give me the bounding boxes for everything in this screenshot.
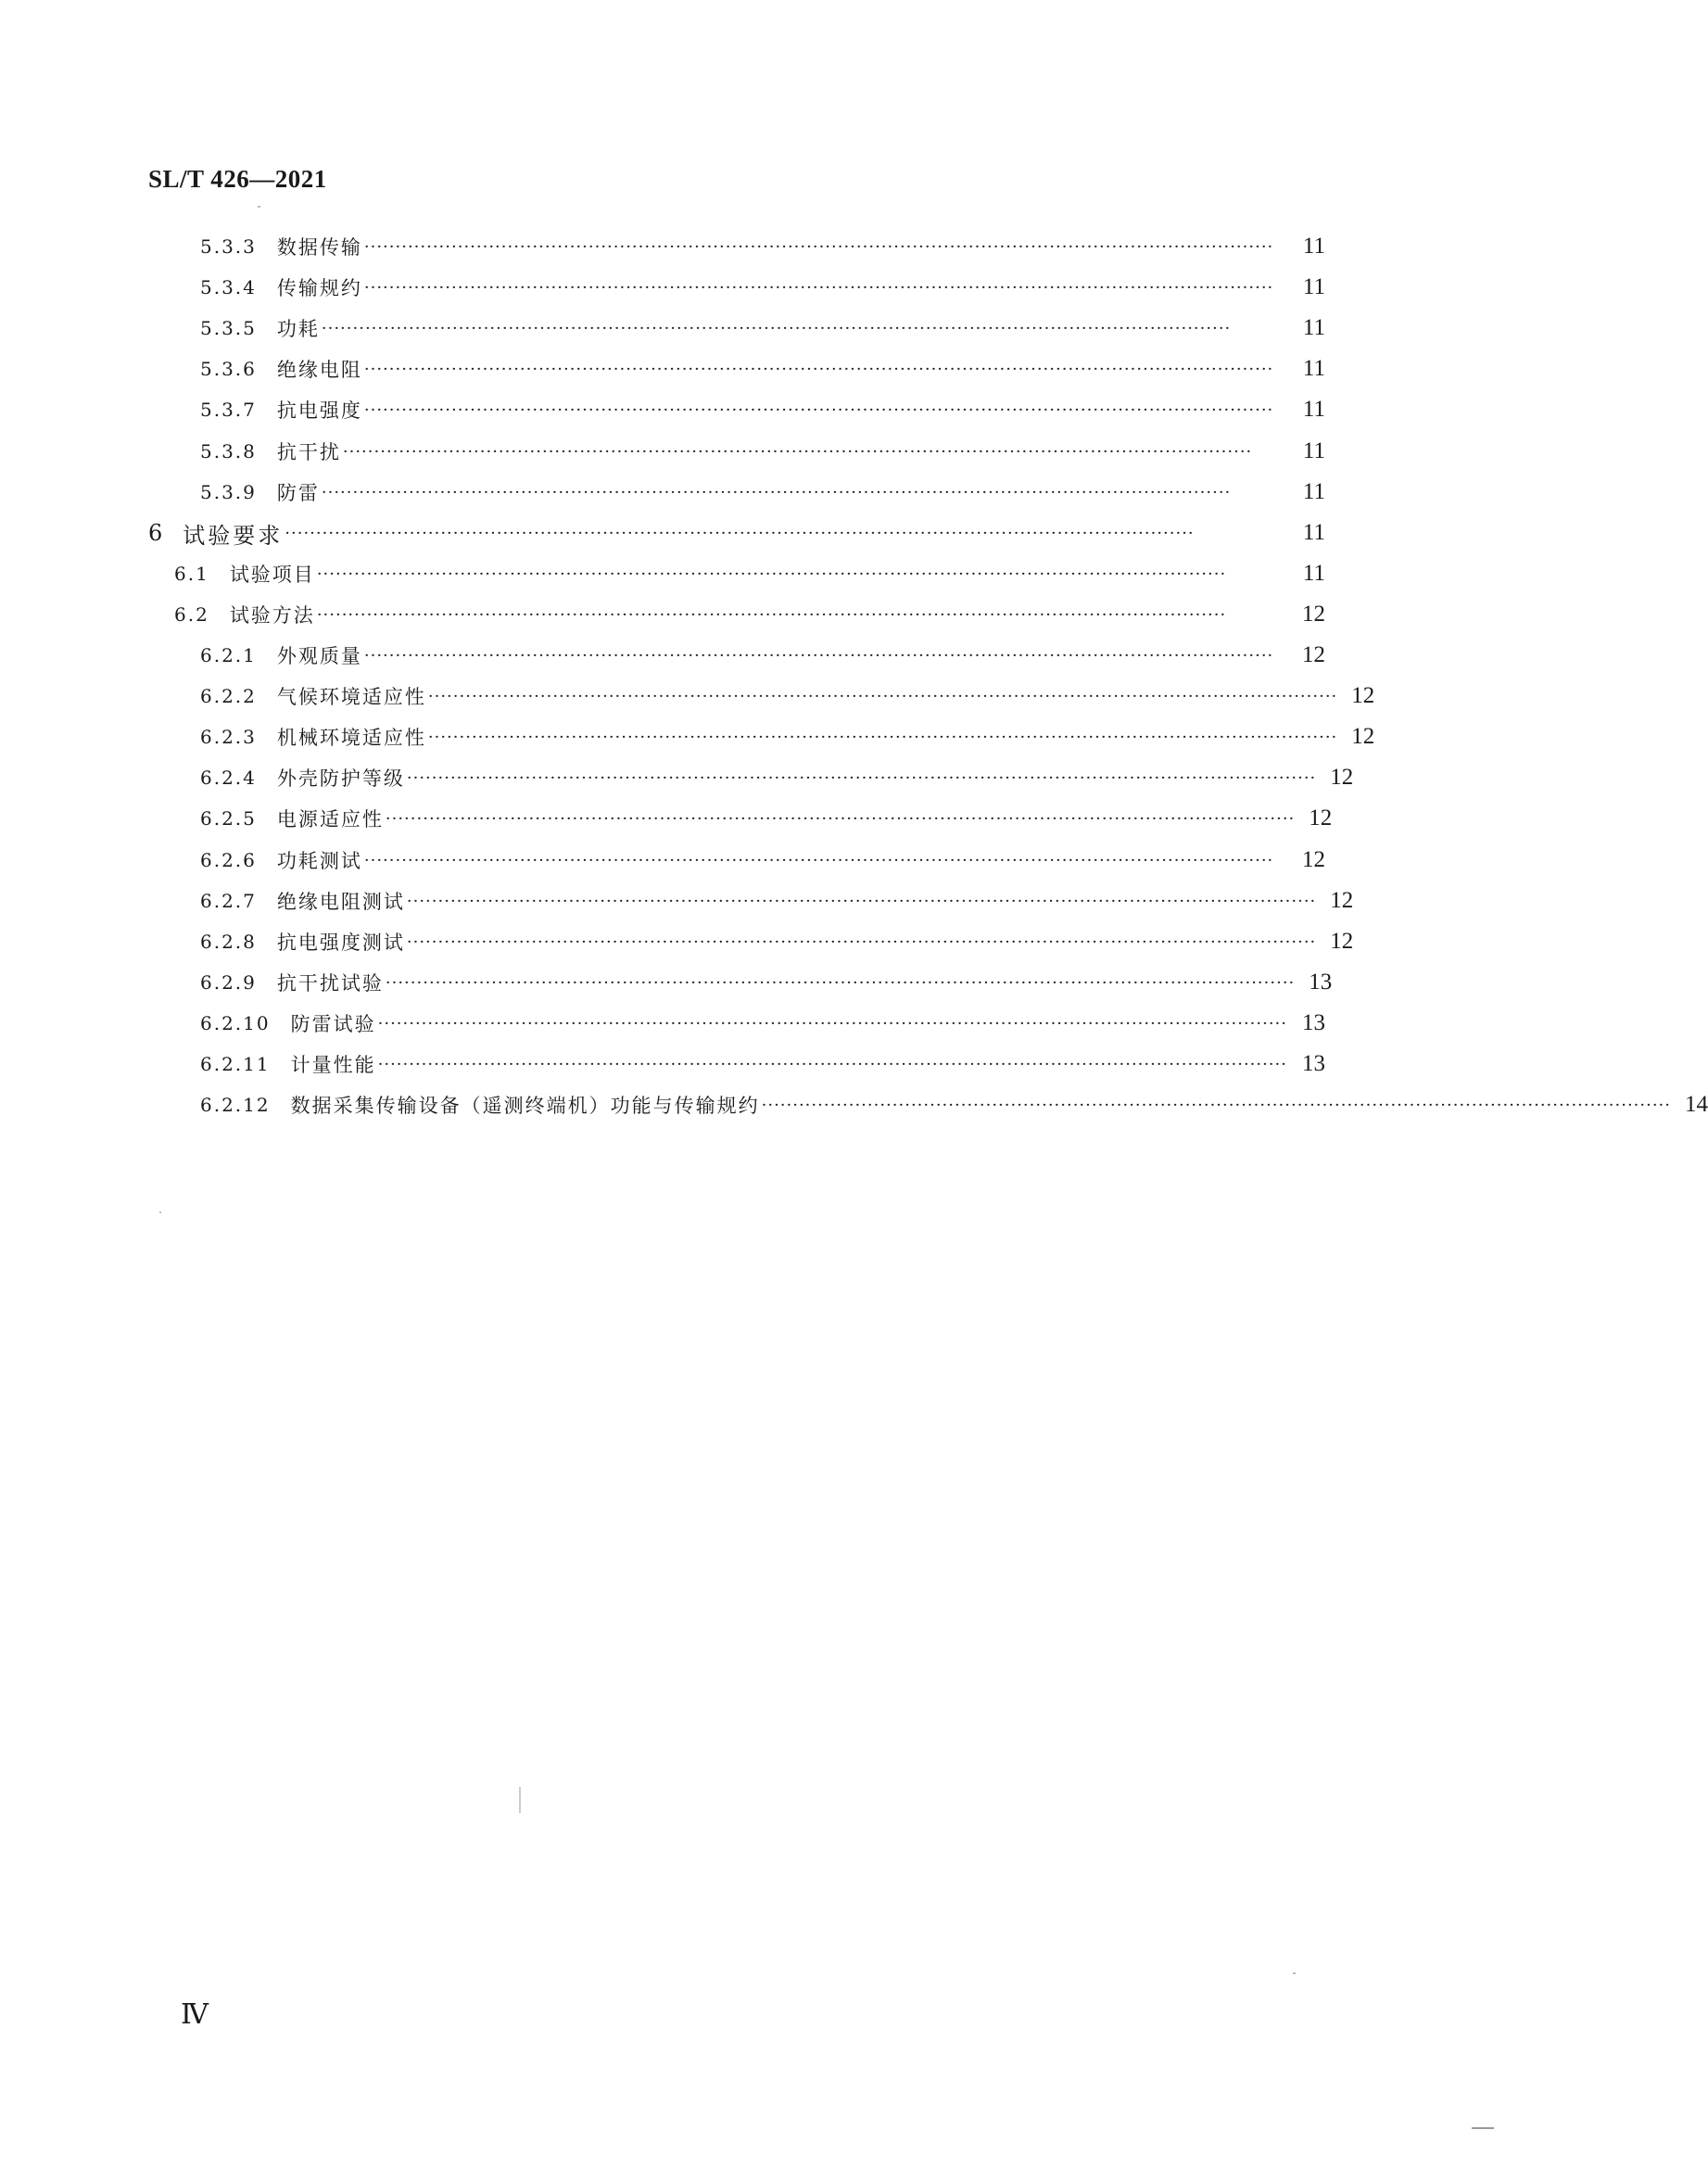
toc-dot-leader: ·················································································································································· [427,727,1338,747]
toc-entry-number: 5.3.4 [200,276,257,298]
toc-entry-title: 试验要求 [183,522,284,549]
toc-entry-number: 6.1 [174,563,209,585]
toc-entry-page: 12 [1351,724,1375,749]
toc-entry-title: 抗干扰试验 [276,972,384,995]
document-code-header: SL/T 426—2021 [148,165,327,193]
toc-entry-number: 5.3.3 [200,235,257,258]
toc-entry-title: 机械环境适应性 [276,727,426,749]
toc-entry-page: 11 [1302,356,1325,381]
toc-dot-leader: ·················································································································································· [316,564,1227,584]
scan-speck [159,1211,161,1213]
toc-entry [200,800,1333,837]
toc-dot-leader: ·················································································································································· [363,236,1274,257]
toc-entry-title: 绝缘电阻 [276,359,362,381]
toc-entry-page: 12 [1330,765,1354,790]
toc-entry-title: 试验项目 [229,564,315,586]
toc-entry-title: 数据采集传输设备（遥测终端机）功能与传输规约 [290,1095,760,1117]
toc-entry-page: 14 [1685,1092,1708,1117]
toc-entry-page: 11 [1302,438,1325,463]
toc-entry-page: 11 [1302,520,1325,545]
toc-entry-number: 5.3.8 [200,440,257,463]
toc-entry-title: 功耗 [276,318,320,340]
toc-entry-title: 抗电强度 [276,399,362,422]
toc-entry-number: 5.3.5 [200,317,257,339]
toc-entry [174,596,1325,633]
toc-entry [148,514,1325,552]
toc-entry [200,433,1325,470]
toc-entry-number: 6.2.10 [200,1012,271,1034]
toc-entry-number: 5.3.9 [200,481,257,503]
toc-entry [200,923,1354,960]
toc-entry-page: 12 [1309,805,1333,830]
toc-entry-title: 绝缘电阻测试 [276,891,405,913]
toc-entry-number: 6.2 [174,603,209,626]
toc-entry-page: 11 [1302,315,1325,340]
toc-entry-page: 11 [1302,561,1325,586]
toc-entry [200,1046,1325,1083]
toc-entry-number: 6.2.7 [200,890,257,912]
toc-entry [200,310,1325,347]
toc-dot-leader: ·················································································································································· [385,972,1296,993]
toc-dot-leader: ·················································································································································· [321,482,1232,502]
scan-speck [1293,1972,1296,1974]
toc-entry-number: 6.2.11 [200,1053,271,1075]
toc-entry-title: 抗干扰 [276,441,341,463]
toc-entry-number: 6.2.1 [200,644,257,666]
toc-entry [200,228,1325,265]
toc-entry [200,474,1325,511]
toc-entry-page: 12 [1302,847,1325,872]
toc-entry-title: 抗电强度测试 [276,932,405,954]
toc-entry-number: 6 [148,520,163,546]
toc-entry-title: 电源适应性 [276,808,384,830]
toc-entry-title: 外观质量 [276,645,362,667]
toc-dot-leader: ·················································································································································· [761,1095,1671,1115]
toc-dot-leader: ·················································································································································· [406,891,1317,911]
toc-entry-number: 6.2.2 [200,685,257,707]
toc-dot-leader: ·················································································································································· [321,318,1232,338]
scan-speck [1472,2127,1494,2129]
toc-entry-page: 13 [1302,1010,1325,1035]
toc-entry-title: 数据传输 [276,236,362,259]
toc-entry-number: 6.2.3 [200,726,257,748]
toc-dot-leader: ·················································································································································· [406,932,1317,952]
toc-entry-title: 传输规约 [276,277,362,299]
toc-dot-leader: ·················································································································································· [377,1054,1287,1074]
toc-dot-leader: ·················································································································································· [427,686,1338,706]
toc-entry [200,718,1375,755]
toc-entry-number: 6.2.12 [200,1094,271,1116]
scan-speck [258,206,260,208]
toc-entry-page: 12 [1330,888,1354,913]
toc-entry-number: 6.2.8 [200,931,257,953]
toc-entry-number: 5.3.7 [200,399,257,421]
toc-entry [174,555,1325,592]
toc-entry [200,269,1325,306]
toc-entry-title: 计量性能 [290,1054,376,1076]
toc-entry-title: 试验方法 [229,604,315,627]
toc-entry-number: 6.2.9 [200,971,257,994]
toc-entry [200,350,1325,387]
page-number-footer: Ⅳ [181,1999,209,2030]
toc-entry [200,759,1354,796]
toc-dot-leader: ·················································································································································· [363,850,1274,870]
toc-entry-page: 11 [1302,274,1325,299]
toc-entry [200,882,1354,919]
toc-entry-page: 11 [1302,397,1325,422]
toc-dot-leader: ·················································································································································· [363,645,1274,666]
toc-entry-title: 气候环境适应性 [276,686,426,708]
toc-dot-leader: ·················································································································································· [385,808,1296,829]
toc-dot-leader: ·················································································································································· [363,359,1274,379]
toc-dot-leader: ·················································································································································· [377,1013,1287,1033]
toc-entry [200,1086,1708,1123]
toc-entry-title: 外壳防护等级 [276,767,405,790]
toc-dot-leader: ·················································································································································· [363,399,1274,420]
toc-entry-page: 13 [1309,970,1333,995]
toc-entry [200,964,1333,1001]
toc-dot-leader: ·················································································································································· [316,604,1227,625]
toc-entry [200,842,1325,879]
toc-entry-page: 11 [1302,234,1325,259]
toc-entry-page: 12 [1330,929,1354,954]
toc-dot-leader: ·················································································································································· [342,441,1253,462]
toc-entry-page: 12 [1302,642,1325,667]
toc-dot-leader: ·················································································································································· [363,277,1274,298]
toc-entry [200,678,1375,715]
scan-speck [519,1787,521,1813]
toc-entry-number: 6.2.6 [200,849,257,871]
toc-entry-number: 6.2.5 [200,807,257,830]
toc-dot-leader: ·················································································································································· [406,767,1317,788]
toc-entry-title: 防雷 [276,482,320,504]
toc-entry-page: 12 [1351,683,1375,708]
toc-entry-number: 5.3.6 [200,358,257,380]
toc-entry-title: 防雷试验 [290,1013,376,1035]
toc-entry [200,637,1325,674]
toc-entry [200,391,1325,428]
toc-entry-page: 13 [1302,1051,1325,1076]
toc-dot-leader: ·················································································································································· [285,523,1195,543]
toc-entry-title: 功耗测试 [276,850,362,872]
toc-entry-page: 11 [1302,479,1325,504]
toc-entry-number: 6.2.4 [200,767,257,789]
toc-entry [200,1005,1325,1042]
toc-entry-page: 12 [1302,602,1325,627]
